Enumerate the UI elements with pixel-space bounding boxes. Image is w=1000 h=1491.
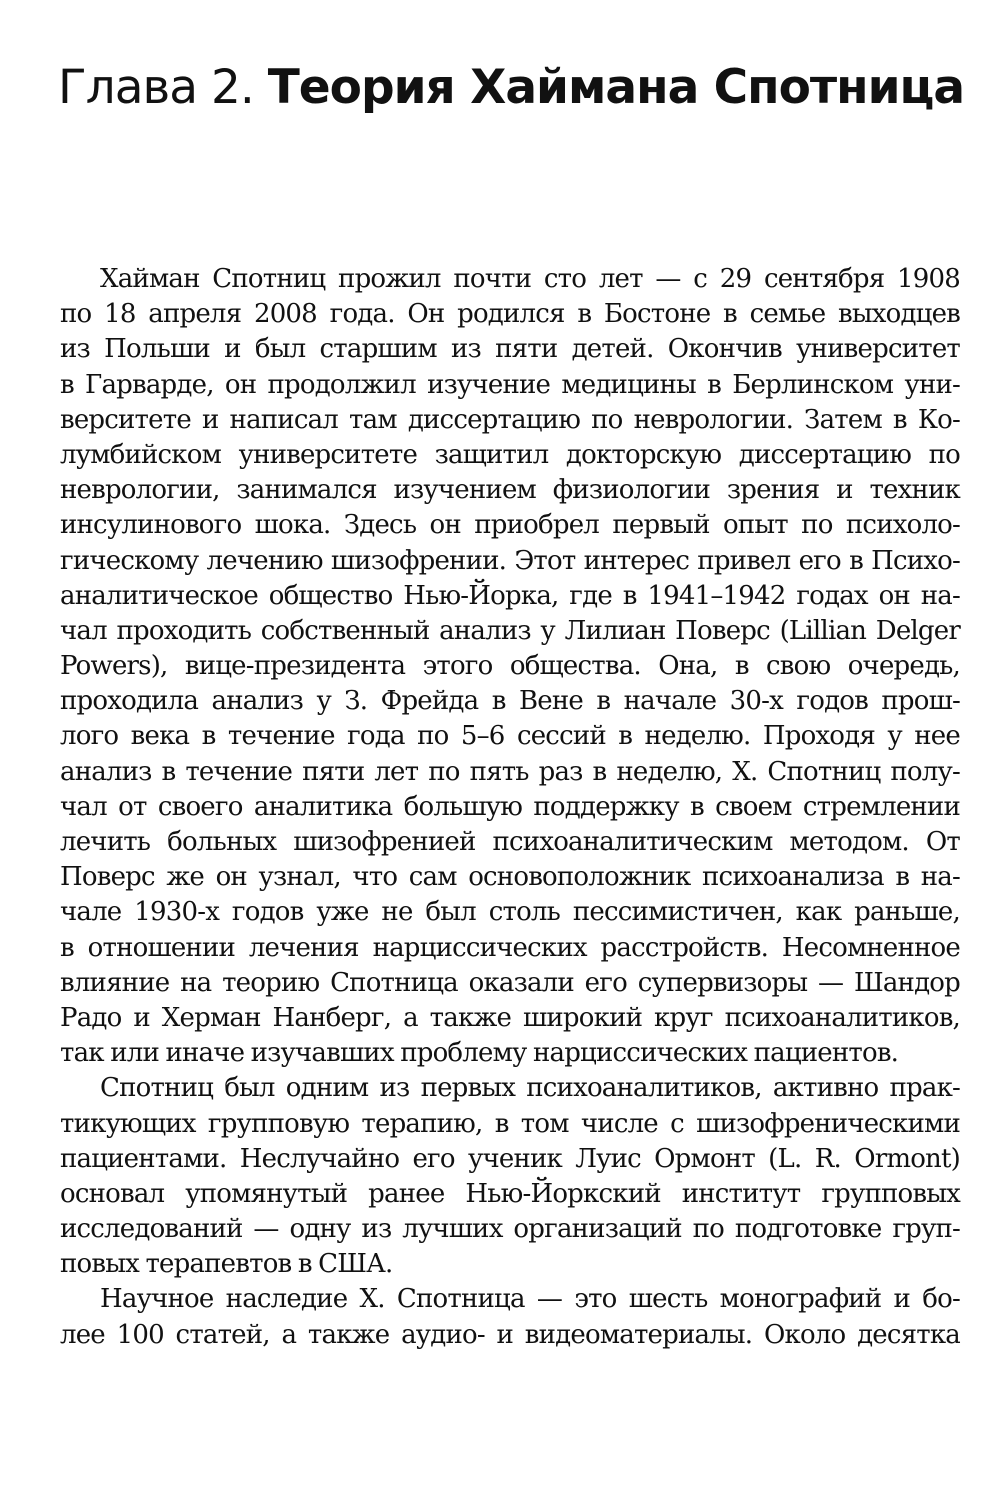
- text-line: Научное наследие Х. Спотница — это шесть монографий и бо-: [100, 1284, 960, 1315]
- text-line: чал от своего аналитика большую поддержку в своем стремлении: [60, 791, 960, 822]
- text-line: Поверс же он узнал, что сам основоположник психоанализа в на-: [60, 862, 960, 893]
- text-line: тикующих групповую терапию, в том числе с шизофреническими: [60, 1108, 960, 1139]
- text-line: аналитическое общество Нью-Йорка, где в 1941–1942 годах он на-: [60, 580, 960, 611]
- text-line: лечить больных шизофренией психоаналитическим методом. От: [60, 827, 960, 857]
- paragraph: [60, 262, 960, 1071]
- paragraph: [60, 1282, 960, 1352]
- text-line: по 18 апреля 2008 года. Он родился в Бостоне в семье выходцев: [60, 299, 960, 330]
- text-line: проходила анализ у З. Фрейда в Вене в начале 30-х годов прош-: [60, 686, 960, 717]
- text-line: Хайман Спотниц прожил почти сто лет — с 29 сентября 1908: [100, 264, 960, 294]
- text-line: в Гарварде, он продолжил изучение медицины в Берлинском уни-: [60, 369, 960, 400]
- text-line: лого века в течение года по 5–6 сессий в неделю. Проходя у нее: [60, 721, 960, 752]
- chapter-label: Глава 2.: [58, 60, 268, 115]
- text-line: повых терапевтов в США.: [60, 1249, 393, 1280]
- text-line: так или иначе изучавших проблему нарциссических пациентов.: [60, 1038, 899, 1069]
- text-line: Радо и Херман Нанберг, а также широкий круг психоаналитиков,: [60, 1002, 960, 1033]
- text-line: лумбийском университете защитил докторскую диссертацию по: [60, 439, 960, 470]
- body-text: [60, 262, 960, 1353]
- text-line: гическому лечению шизофрении. Этот интерес привел его в Психо-: [60, 545, 960, 576]
- text-line: пациентами. Неслучайно его ученик Луис Ормонт (L. R. Ormont): [60, 1143, 960, 1174]
- text-line: неврологии, занимался изучением физиологии зрения и техник: [60, 475, 960, 506]
- text-line: чал проходить собственный анализ у Лилиан Поверс (Lillian Delger: [60, 615, 960, 646]
- text-line: в отношении лечения нарциссических расстройств. Несомненное: [60, 932, 960, 963]
- text-line: инсулинового шока. Здесь он приобрел первый опыт по психоло-: [60, 510, 960, 541]
- text-line: верситете и написал там диссертацию по неврологии. Затем в Ко-: [60, 404, 960, 435]
- text-line: исследований — одну из лучших организаций по подготовке груп-: [60, 1214, 960, 1245]
- text-line: Powers), вице-президента этого общества. Она, в свою очередь,: [60, 651, 960, 682]
- text-line: влияние на теорию Спотница оказали его супервизоры — Шандор: [60, 967, 960, 998]
- text-line: чале 1930-х годов уже не был столь пессимистичен, как раньше,: [60, 897, 960, 928]
- text-line: из Польши и был старшим из пяти детей. Окончив университет: [60, 334, 960, 365]
- chapter-heading: [58, 58, 965, 118]
- text-line: Спотниц был одним из первых психоаналитиков, активно прак-: [100, 1073, 960, 1104]
- text-line: анализ в течение пяти лет по пять раз в неделю, Х. Спотниц полу-: [60, 756, 960, 787]
- chapter-title: Теория Хаймана Спотница: [267, 60, 965, 115]
- text-line: лее 100 статей, а также аудио- и видеоматериалы. Около десятка: [60, 1319, 960, 1350]
- text-line: основал упомянутый ранее Нью-Йоркский институт групповых: [60, 1178, 960, 1209]
- paragraph: [60, 1071, 960, 1282]
